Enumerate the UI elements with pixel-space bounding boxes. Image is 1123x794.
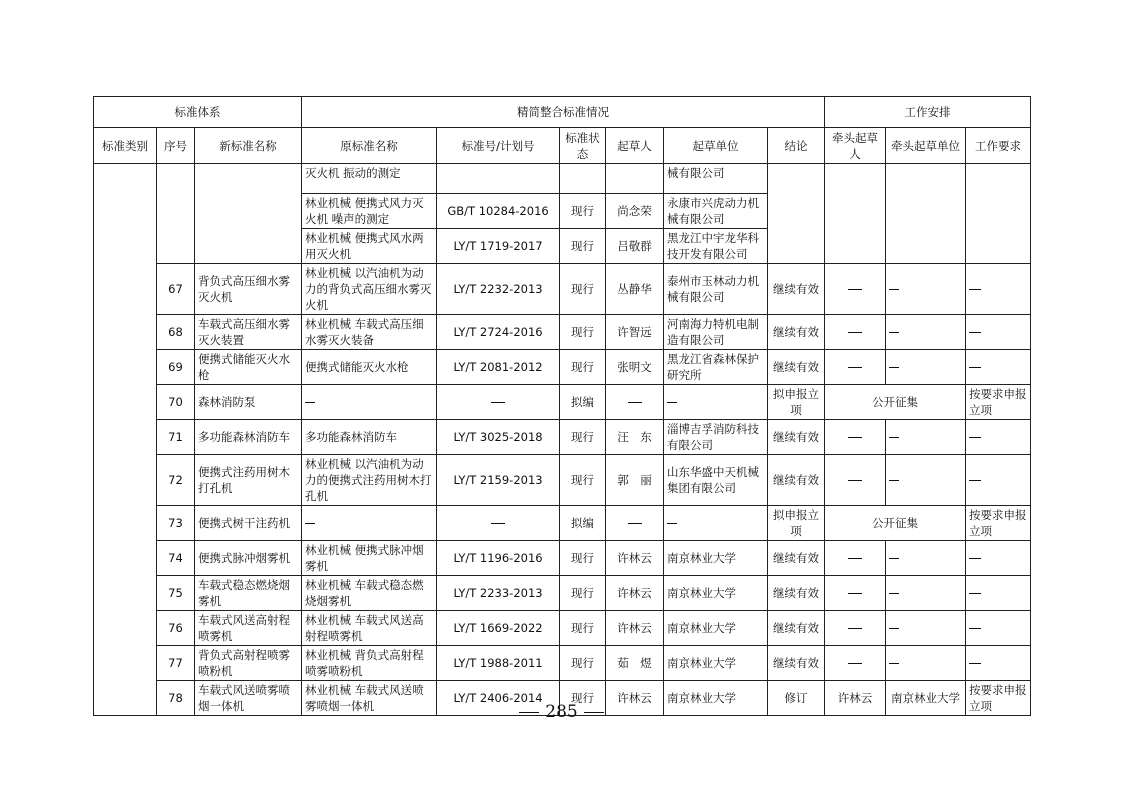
col-header-new-name: 新标准名称 bbox=[195, 128, 302, 164]
col-header-drafter: 起草人 bbox=[606, 128, 664, 164]
std-no-cell: LY/T 3025-2018 bbox=[437, 420, 560, 455]
dash-mark bbox=[848, 367, 862, 368]
status-cell: 现行 bbox=[560, 646, 606, 681]
dash-mark bbox=[889, 332, 899, 333]
std-no-cell bbox=[437, 164, 560, 194]
table-row bbox=[94, 646, 1031, 681]
table-row bbox=[94, 385, 1031, 420]
dash-mark bbox=[305, 523, 315, 524]
std-no-cell: GB/T 10284-2016 bbox=[437, 194, 560, 229]
seq-cell: 75 bbox=[157, 576, 195, 611]
dash-mark bbox=[628, 402, 642, 403]
col-header-requirement: 工作要求 bbox=[966, 128, 1031, 164]
dash-mark bbox=[848, 663, 862, 664]
new-name-cell: 便携式注药用树木打孔机 bbox=[195, 455, 302, 506]
orig-name-cell: 林业机械 便携式风水两用灭火机 bbox=[302, 229, 437, 264]
standards-table bbox=[93, 96, 1031, 716]
status-cell: 现行 bbox=[560, 229, 606, 264]
conclusion-cell: 拟申报立项 bbox=[768, 385, 825, 420]
new-name-cell: 便携式脉冲烟雾机 bbox=[195, 541, 302, 576]
dash-mark bbox=[848, 628, 862, 629]
lead-drafter-cell bbox=[825, 315, 886, 350]
dash-mark bbox=[889, 480, 899, 481]
orig-name-cell: 林业机械 车载式高压细水雾灭火装备 bbox=[302, 315, 437, 350]
lead-unit-cell bbox=[886, 420, 966, 455]
conclusion-cell: 继续有效 bbox=[768, 420, 825, 455]
unit-cell: 河南海力特机电制造有限公司 bbox=[664, 315, 768, 350]
unit-cell: 南京林业大学 bbox=[664, 646, 768, 681]
std-no-cell: LY/T 2081-2012 bbox=[437, 350, 560, 385]
lead-drafter-cell: 许林云 bbox=[825, 681, 886, 716]
col-header-std-no: 标准号/计划号 bbox=[437, 128, 560, 164]
seq-cell-continued bbox=[157, 164, 195, 264]
drafter-cell bbox=[606, 385, 664, 420]
conclusion-cell: 继续有效 bbox=[768, 264, 825, 315]
drafter-cell: 许林云 bbox=[606, 681, 664, 716]
col-header-status: 标准状态 bbox=[560, 128, 606, 164]
group-header-work: 工作安排 bbox=[825, 97, 1031, 128]
requirement-cell bbox=[966, 420, 1031, 455]
seq-cell: 72 bbox=[157, 455, 195, 506]
seq-cell: 78 bbox=[157, 681, 195, 716]
orig-name-cell: 便携式储能灭火水枪 bbox=[302, 350, 437, 385]
orig-name-cell: 林业机械 便携式脉冲烟雾机 bbox=[302, 541, 437, 576]
dash-mark bbox=[969, 480, 981, 481]
table-row bbox=[94, 264, 1031, 315]
requirement-cell bbox=[966, 576, 1031, 611]
new-name-cell: 车载式风送高射程喷雾机 bbox=[195, 611, 302, 646]
dash-mark bbox=[969, 558, 981, 559]
dash-mark bbox=[848, 437, 862, 438]
lead-drafter-cell bbox=[825, 541, 886, 576]
dash-mark bbox=[628, 523, 642, 524]
conclusion-cell: 继续有效 bbox=[768, 646, 825, 681]
status-cell: 现行 bbox=[560, 350, 606, 385]
lead-unit-cell bbox=[886, 611, 966, 646]
conclusion-cell: 继续有效 bbox=[768, 611, 825, 646]
orig-name-cell: 林业机械 以汽油机为动力的背负式高压细水雾灭火机 bbox=[302, 264, 437, 315]
table-row bbox=[94, 541, 1031, 576]
new-name-cell: 车载式稳态燃烧烟雾机 bbox=[195, 576, 302, 611]
drafter-cell: 许智远 bbox=[606, 315, 664, 350]
col-header-conclusion: 结论 bbox=[768, 128, 825, 164]
conclusion-cell: 继续有效 bbox=[768, 315, 825, 350]
status-cell: 拟编 bbox=[560, 385, 606, 420]
seq-cell: 71 bbox=[157, 420, 195, 455]
lead-unit-cell bbox=[886, 350, 966, 385]
drafter-cell: 郭 丽 bbox=[606, 455, 664, 506]
lead-unit-cell bbox=[886, 264, 966, 315]
status-cell: 现行 bbox=[560, 194, 606, 229]
group-header-consolidation: 精简整合标准情况 bbox=[302, 97, 825, 128]
status-cell: 现行 bbox=[560, 420, 606, 455]
status-cell: 现行 bbox=[560, 264, 606, 315]
category-cell bbox=[94, 164, 157, 716]
std-no-cell bbox=[437, 385, 560, 420]
seq-cell: 69 bbox=[157, 350, 195, 385]
seq-cell: 70 bbox=[157, 385, 195, 420]
lead-drafter-cell-continued bbox=[825, 164, 886, 264]
page-number bbox=[0, 702, 1123, 722]
new-name-cell: 便携式储能灭火水枪 bbox=[195, 350, 302, 385]
requirement-cell bbox=[966, 315, 1031, 350]
requirement-cell bbox=[966, 541, 1031, 576]
lead-unit-cell bbox=[886, 315, 966, 350]
requirement-cell bbox=[966, 350, 1031, 385]
status-cell: 现行 bbox=[560, 576, 606, 611]
table-row bbox=[94, 350, 1031, 385]
drafter-cell: 尚念荣 bbox=[606, 194, 664, 229]
status-cell: 现行 bbox=[560, 611, 606, 646]
page-number-dash-left bbox=[519, 712, 539, 713]
dash-mark bbox=[889, 663, 899, 664]
requirement-cell bbox=[966, 455, 1031, 506]
dash-mark bbox=[889, 593, 899, 594]
lead-drafter-cell bbox=[825, 420, 886, 455]
orig-name-cell: 灭火机 振动的测定 bbox=[302, 164, 437, 194]
orig-name-cell: 林业机械 车载式风送喷雾喷烟一体机 bbox=[302, 681, 437, 716]
table-row bbox=[94, 315, 1031, 350]
drafter-cell: 丛静华 bbox=[606, 264, 664, 315]
status-cell: 现行 bbox=[560, 315, 606, 350]
status-cell: 拟编 bbox=[560, 506, 606, 541]
lead-drafter-cell bbox=[825, 611, 886, 646]
unit-cell: 南京林业大学 bbox=[664, 576, 768, 611]
drafter-cell bbox=[606, 506, 664, 541]
unit-cell: 南京林业大学 bbox=[664, 611, 768, 646]
seq-cell: 67 bbox=[157, 264, 195, 315]
drafter-cell: 汪 东 bbox=[606, 420, 664, 455]
table-row bbox=[94, 455, 1031, 506]
col-header-lead-drafter: 牵头起草人 bbox=[825, 128, 886, 164]
seq-cell: 74 bbox=[157, 541, 195, 576]
dash-mark bbox=[848, 332, 862, 333]
dash-mark bbox=[969, 593, 981, 594]
public-solicitation-cell: 公开征集 bbox=[825, 385, 966, 420]
page-number-text: 285 bbox=[545, 702, 578, 722]
table-row bbox=[94, 506, 1031, 541]
dash-mark bbox=[491, 402, 505, 403]
dash-mark bbox=[848, 558, 862, 559]
lead-unit-cell bbox=[886, 646, 966, 681]
col-header-unit: 起草单位 bbox=[664, 128, 768, 164]
requirement-cell: 按要求申报立项 bbox=[966, 681, 1031, 716]
std-no-cell: LY/T 2724-2016 bbox=[437, 315, 560, 350]
dash-mark bbox=[667, 402, 677, 403]
dash-mark bbox=[889, 558, 899, 559]
std-no-cell: LY/T 2233-2013 bbox=[437, 576, 560, 611]
drafter-cell bbox=[606, 164, 664, 194]
dash-mark bbox=[889, 367, 899, 368]
dash-mark bbox=[969, 367, 981, 368]
drafter-cell: 许林云 bbox=[606, 611, 664, 646]
dash-mark bbox=[305, 402, 315, 403]
std-no-cell: LY/T 1719-2017 bbox=[437, 229, 560, 264]
std-no-cell bbox=[437, 506, 560, 541]
status-cell: 现行 bbox=[560, 541, 606, 576]
dash-mark bbox=[969, 289, 981, 290]
lead-unit-cell-continued bbox=[886, 164, 966, 264]
unit-cell: 淄博吉孚消防科技有限公司 bbox=[664, 420, 768, 455]
requirement-cell bbox=[966, 264, 1031, 315]
new-name-cell: 车载式高压细水雾灭火装置 bbox=[195, 315, 302, 350]
table-row bbox=[94, 576, 1031, 611]
orig-name-cell: 林业机械 便携式风力灭火机 噪声的测定 bbox=[302, 194, 437, 229]
std-no-cell: LY/T 1988-2011 bbox=[437, 646, 560, 681]
orig-name-cell: 林业机械 车载式稳态燃烧烟雾机 bbox=[302, 576, 437, 611]
requirement-cell bbox=[966, 646, 1031, 681]
conclusion-cell: 拟申报立项 bbox=[768, 506, 825, 541]
new-name-cell: 背负式高射程喷雾喷粉机 bbox=[195, 646, 302, 681]
orig-name-cell bbox=[302, 385, 437, 420]
col-header-lead-unit: 牵头起草单位 bbox=[886, 128, 966, 164]
dash-mark bbox=[848, 480, 862, 481]
status-cell: 现行 bbox=[560, 681, 606, 716]
requirement-cell bbox=[966, 611, 1031, 646]
unit-cell: 永康市兴虎动力机械有限公司 bbox=[664, 194, 768, 229]
drafter-cell: 茹 煜 bbox=[606, 646, 664, 681]
page-number-dash-right bbox=[584, 712, 604, 713]
public-solicitation-cell: 公开征集 bbox=[825, 506, 966, 541]
new-name-cell: 森林消防泵 bbox=[195, 385, 302, 420]
new-name-cell: 车载式风送喷雾喷烟一体机 bbox=[195, 681, 302, 716]
lead-drafter-cell bbox=[825, 646, 886, 681]
unit-cell: 泰州市玉林动力机械有限公司 bbox=[664, 264, 768, 315]
unit-cell bbox=[664, 506, 768, 541]
new-name-cell-continued bbox=[195, 164, 302, 264]
lead-drafter-cell bbox=[825, 576, 886, 611]
std-no-cell: LY/T 2232-2013 bbox=[437, 264, 560, 315]
dash-mark bbox=[969, 663, 981, 664]
new-name-cell: 背负式高压细水雾灭火机 bbox=[195, 264, 302, 315]
std-no-cell: LY/T 2406-2014 bbox=[437, 681, 560, 716]
conclusion-cell: 继续有效 bbox=[768, 576, 825, 611]
dash-mark bbox=[969, 628, 981, 629]
unit-cell: 械有限公司 bbox=[664, 164, 768, 194]
lead-unit-cell bbox=[886, 455, 966, 506]
requirement-cell: 按要求申报立项 bbox=[966, 506, 1031, 541]
drafter-cell: 许林云 bbox=[606, 541, 664, 576]
dash-mark bbox=[969, 437, 981, 438]
col-header-orig-name: 原标准名称 bbox=[302, 128, 437, 164]
column-header-row bbox=[94, 128, 1031, 164]
drafter-cell: 张明文 bbox=[606, 350, 664, 385]
seq-cell: 77 bbox=[157, 646, 195, 681]
table-row bbox=[94, 164, 1031, 194]
unit-cell: 黑龙江省森林保护研究所 bbox=[664, 350, 768, 385]
conclusion-cell: 继续有效 bbox=[768, 350, 825, 385]
table-row bbox=[94, 611, 1031, 646]
dash-mark bbox=[969, 332, 981, 333]
dash-mark bbox=[889, 289, 899, 290]
dash-mark bbox=[667, 523, 677, 524]
orig-name-cell: 林业机械 背负式高射程喷雾喷粉机 bbox=[302, 646, 437, 681]
requirement-cell: 按要求申报立项 bbox=[966, 385, 1031, 420]
seq-cell: 76 bbox=[157, 611, 195, 646]
dash-mark bbox=[848, 289, 862, 290]
orig-name-cell bbox=[302, 506, 437, 541]
lead-unit-cell bbox=[886, 541, 966, 576]
new-name-cell: 便携式树干注药机 bbox=[195, 506, 302, 541]
conclusion-cell: 继续有效 bbox=[768, 541, 825, 576]
lead-drafter-cell bbox=[825, 350, 886, 385]
seq-cell: 68 bbox=[157, 315, 195, 350]
std-no-cell: LY/T 1669-2022 bbox=[437, 611, 560, 646]
new-name-cell: 多功能森林消防车 bbox=[195, 420, 302, 455]
conclusion-cell: 继续有效 bbox=[768, 455, 825, 506]
orig-name-cell: 多功能森林消防车 bbox=[302, 420, 437, 455]
unit-cell: 南京林业大学 bbox=[664, 681, 768, 716]
dash-mark bbox=[889, 437, 899, 438]
orig-name-cell: 林业机械 车载式风送高射程喷雾机 bbox=[302, 611, 437, 646]
status-cell bbox=[560, 164, 606, 194]
lead-drafter-cell bbox=[825, 455, 886, 506]
requirement-cell-continued bbox=[966, 164, 1031, 264]
drafter-cell: 许林云 bbox=[606, 576, 664, 611]
dash-mark bbox=[491, 523, 505, 524]
col-header-no: 序号 bbox=[157, 128, 195, 164]
dash-mark bbox=[848, 593, 862, 594]
lead-unit-cell: 南京林业大学 bbox=[886, 681, 966, 716]
unit-cell: 黑龙江中宇龙华科技开发有限公司 bbox=[664, 229, 768, 264]
seq-cell: 73 bbox=[157, 506, 195, 541]
std-no-cell: LY/T 2159-2013 bbox=[437, 455, 560, 506]
conclusion-cell-continued bbox=[768, 164, 825, 264]
orig-name-cell: 林业机械 以汽油机为动力的便携式注药用树木打孔机 bbox=[302, 455, 437, 506]
group-header-system: 标准体系 bbox=[94, 97, 302, 128]
col-header-category: 标准类别 bbox=[94, 128, 157, 164]
lead-drafter-cell bbox=[825, 264, 886, 315]
drafter-cell: 吕敬群 bbox=[606, 229, 664, 264]
unit-cell: 山东华盛中天机械集团有限公司 bbox=[664, 455, 768, 506]
status-cell: 现行 bbox=[560, 455, 606, 506]
unit-cell: 南京林业大学 bbox=[664, 541, 768, 576]
table-row bbox=[94, 420, 1031, 455]
std-no-cell: LY/T 1196-2016 bbox=[437, 541, 560, 576]
lead-unit-cell bbox=[886, 576, 966, 611]
unit-cell bbox=[664, 385, 768, 420]
conclusion-cell: 修订 bbox=[768, 681, 825, 716]
dash-mark bbox=[889, 628, 899, 629]
